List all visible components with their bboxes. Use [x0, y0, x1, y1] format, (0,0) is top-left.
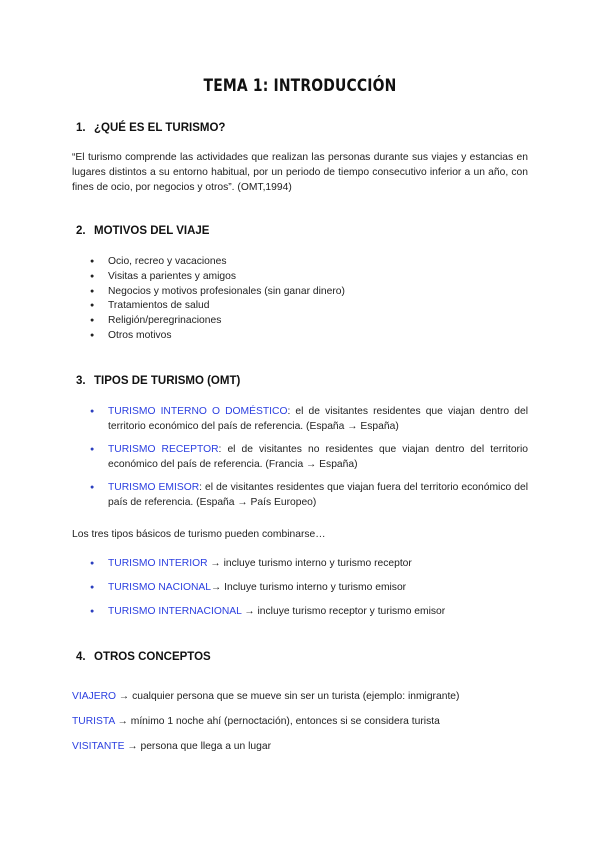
concept-desc: → persona que llega a un lugar	[124, 741, 271, 752]
tourism-type-term: TURISMO EMISOR	[108, 482, 200, 493]
section-number: 1.	[76, 122, 86, 134]
list-item	[90, 556, 528, 571]
page-title: TEMA 1: INTRODUCCIÓN	[203, 76, 397, 96]
list-item	[90, 580, 528, 595]
concept-desc: → mínimo 1 noche ahí (pernoctación), entonces si se considera turista	[114, 716, 440, 727]
list-item: ● Negocios y motivos profesionales (sin ganar dinero)	[90, 285, 345, 300]
list-item	[90, 480, 528, 510]
section-number: 4.	[76, 651, 86, 663]
list-item	[90, 442, 528, 472]
section-number: 2.	[76, 225, 86, 237]
list-item: ● Otros motivos	[90, 329, 345, 344]
concept-term: VIAJERO	[72, 691, 117, 702]
combination-desc: → incluye turismo receptor y turismo emisor	[241, 606, 446, 617]
tourism-type-desc: : el de visitantes residentes que viajan dentro del territorio económico del país de referencia. (España → España)	[108, 406, 528, 432]
definition-paragraph: “El turismo comprende las actividades que realizan las personas durante sus viajes y estancias en lugares distintos a su entorno habitual, por un periodo de tiempo consecutivo inferior a un año, con fines de ocio, por negocios y otros”. (OMT,1994)	[72, 152, 528, 193]
tourism-combinations-list	[90, 556, 528, 619]
section-title: TIPOS DE TURISMO (OMT)	[94, 375, 241, 387]
combination-term: TURISMO INTERIOR	[108, 558, 208, 569]
combine-intro: Los tres tipos básicos de turismo pueden combinarse…	[72, 529, 326, 540]
section-title: ¿QUÉ ES EL TURISMO?	[94, 122, 226, 134]
list-item	[90, 404, 528, 434]
tourism-type-desc: : el de visitantes residentes que viajan fuera del territorio económico del país de referencia. (España → País Europeo)	[108, 482, 528, 508]
concept-turista	[72, 716, 440, 727]
concept-visitante	[72, 741, 271, 752]
section-title: MOTIVOS DEL VIAJE	[94, 225, 210, 237]
combination-term: TURISMO INTERNACIONAL	[108, 606, 242, 617]
section-heading-4	[76, 651, 211, 663]
list-item	[90, 604, 528, 619]
tourism-types-list	[90, 404, 528, 510]
concept-desc: → cualquier persona que se mueve sin ser un turista (ejemplo: inmigrante)	[116, 691, 460, 702]
concept-term: VISITANTE	[72, 741, 125, 752]
list-item: ● Visitas a parientes y amigos	[90, 270, 345, 285]
concept-viajero	[72, 691, 459, 702]
section-number: 3.	[76, 375, 86, 387]
list-item: ● Religión/peregrinaciones	[90, 314, 345, 329]
combination-desc: → Incluye turismo interno y turismo emisor	[210, 582, 407, 593]
travel-motives-list	[90, 255, 345, 344]
section-heading-2	[76, 225, 209, 237]
tourism-type-term: TURISMO INTERNO O DOMÉSTICO	[108, 406, 288, 417]
section-heading-1	[76, 122, 225, 134]
combination-term: TURISMO NACIONAL	[108, 582, 211, 593]
combination-desc: → incluye turismo interno y turismo receptor	[207, 558, 412, 569]
tourism-type-desc: : el de visitantes no residentes que viajan dentro del territorio económico del país de referencia. (Francia → España)	[108, 444, 528, 470]
section-heading-3	[76, 375, 240, 387]
section-title: OTROS CONCEPTOS	[94, 651, 211, 663]
concept-term: TURISTA	[72, 716, 115, 727]
list-item: ● Tratamientos de salud	[90, 299, 345, 314]
tourism-type-term: TURISMO RECEPTOR	[108, 444, 219, 455]
list-item: ● Ocio, recreo y vacaciones	[90, 255, 345, 270]
